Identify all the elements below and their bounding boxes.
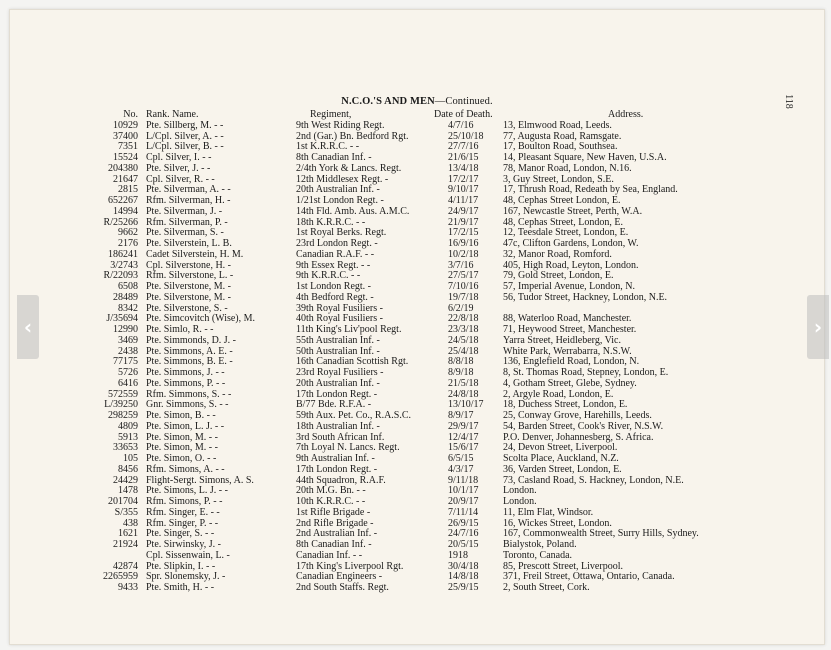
cell-regiment: 20th Australian Inf. -	[296, 184, 380, 196]
chevron-left-icon: ‹	[23, 315, 33, 339]
next-page-button[interactable]	[807, 295, 829, 359]
cell-address: Bialystok, Poland.	[503, 539, 577, 550]
cell-rank-name: L/Cpl. Silver, B. - -	[146, 141, 224, 153]
cell-rank-name: Pte. Silverman, J. -	[146, 205, 223, 217]
cell-rank-name: Pte. Simon, M. - -	[146, 431, 218, 443]
cell-date-of-death: 27/7/16	[448, 141, 479, 153]
table-row	[98, 250, 798, 261]
cell-number: 186241	[108, 248, 138, 260]
cell-number: 6508	[118, 281, 138, 292]
cell-number: 1478	[118, 485, 138, 497]
cell-number: 5726	[118, 367, 138, 378]
cell-address: Toronto, Canada.	[503, 549, 573, 561]
cell-regiment: Canadian R.A.F. - -	[296, 248, 375, 260]
cell-number: 2265959	[103, 571, 138, 583]
cell-number: 42874	[113, 560, 138, 572]
cell-rank-name: Pte. Silverman, A. - -	[146, 184, 231, 196]
cell-rank-name: Pte. Simmons, A. E. -	[146, 345, 233, 357]
cell-date-of-death: 27/5/17	[448, 270, 479, 282]
cell-number: 10929	[113, 119, 138, 131]
cell-regiment: 11th King's Liv'pool Regt.	[296, 324, 402, 335]
cell-number: 9433	[118, 582, 138, 593]
cell-address: 2, South Street, Cork.	[503, 582, 590, 593]
cell-number: 298259	[108, 410, 138, 421]
table-row	[98, 293, 798, 304]
cell-date-of-death: 14/8/18	[448, 571, 479, 583]
cell-rank-name: Rfm. Silverman, H. -	[146, 195, 231, 206]
cell-regiment: 9th Essex Regt. - -	[296, 259, 371, 271]
cell-date-of-death: 30/4/18	[448, 560, 479, 572]
table-row	[98, 121, 798, 132]
cell-rank-name: Pte. Silverstone, S. -	[146, 302, 228, 314]
cell-date-of-death: 10/1/17	[448, 485, 479, 497]
cell-date-of-death: 3/7/16	[448, 259, 474, 271]
cell-address: 57, Imperial Avenue, London, N.	[503, 281, 636, 292]
cell-date-of-death: 4/7/16	[448, 119, 474, 131]
page-heading	[10, 96, 824, 107]
cell-number: 8456	[118, 463, 138, 475]
cell-address: 405, High Road, Leyton, London.	[503, 259, 639, 271]
cell-date-of-death: 16/9/16	[448, 238, 479, 249]
cell-number: 105	[123, 453, 138, 464]
cell-regiment: 23rd London Regt. -	[296, 238, 378, 249]
cell-rank-name: Pte. Singer, S. - -	[146, 528, 215, 540]
cell-address: 48, Cephas Street London, E.	[503, 195, 621, 206]
cell-rank-name: Pte. Simmons, P. - -	[146, 377, 226, 389]
cell-address: 25, Conway Grove, Harehills, Leeds.	[503, 410, 652, 421]
table-row	[98, 465, 798, 476]
cell-date-of-death: 13/10/17	[448, 399, 484, 411]
cell-address: 136, Englefield Road, London, N.	[503, 356, 640, 368]
cell-number: 4809	[118, 420, 138, 432]
cell-number: L/39250	[104, 399, 138, 411]
cell-date-of-death: 8/9/17	[448, 410, 474, 421]
cell-date-of-death: 25/4/18	[448, 345, 479, 357]
cell-rank-name: Pte. Silverman, S. -	[146, 227, 224, 239]
cell-address: 17, Boulton Road, Southsea.	[503, 141, 618, 153]
cell-address: London.	[503, 485, 537, 497]
cell-number: R/22093	[103, 270, 138, 282]
cell-regiment: 16th Canadian Scottish Rgt.	[296, 356, 409, 368]
cell-number: 8342	[118, 302, 138, 314]
cell-rank-name: Rfm. Simons, A. - -	[146, 463, 225, 475]
cell-address: 12, Teesdale Street, London, E.	[503, 227, 629, 239]
cell-date-of-death: 12/4/17	[448, 431, 479, 443]
cell-regiment: 40th Royal Fusiliers -	[296, 313, 383, 325]
cell-rank-name: Pte. Simon, L. J. - -	[146, 420, 225, 432]
cell-regiment: 18th Australian Inf. -	[296, 420, 380, 432]
cell-date-of-death: 24/5/18	[448, 334, 479, 346]
cell-rank-name: Pte. Sillberg, M. - -	[146, 119, 224, 131]
cell-rank-name: Pte. Silverstone, M. -	[146, 281, 231, 292]
cell-regiment: 59th Aux. Pet. Co., R.A.S.C.	[296, 410, 412, 421]
cell-regiment: B/77 Bde. R.F.A. -	[296, 399, 372, 411]
cell-number: J/35694	[106, 313, 138, 325]
cell-date-of-death: 20/9/17	[448, 496, 479, 507]
cell-number: 14994	[113, 205, 138, 217]
cell-date-of-death: 21/5/18	[448, 377, 479, 389]
cell-date-of-death: 21/9/17	[448, 216, 479, 228]
cell-rank-name: L/Cpl. Silver, A. - -	[146, 130, 224, 142]
cell-address: 11, Elm Flat, Windsor.	[503, 506, 594, 518]
cell-address: 77, Augusta Road, Ramsgate.	[503, 130, 622, 142]
cell-address: 16, Wickes Street, London.	[503, 517, 612, 529]
cell-address: 71, Heywood Street, Manchester.	[503, 324, 637, 335]
cell-date-of-death: 4/3/17	[448, 463, 474, 475]
cell-regiment: 17th London Regt. -	[296, 388, 378, 400]
cell-rank-name: Pte. Simmons, J. - -	[146, 367, 225, 378]
cell-date-of-death: 9/10/17	[448, 184, 479, 196]
cell-regiment: 1st Rifle Brigade -	[296, 506, 371, 518]
cell-number: 12990	[113, 324, 138, 335]
cell-address: 56, Tudor Street, Hackney, London, N.E.	[503, 291, 668, 303]
cell-number: 204380	[108, 162, 138, 174]
cell-address: 36, Varden Street, London, E.	[503, 463, 622, 475]
cell-number: 24429	[113, 474, 138, 486]
cell-regiment: 2nd Rifle Brigade -	[296, 517, 374, 529]
table-row	[98, 422, 798, 433]
cell-rank-name: Cadet Silverstein, H. M.	[146, 248, 244, 260]
cell-address: White Park, Werrabarra, N.S.W.	[503, 345, 632, 357]
cell-regiment: 14th Fld. Amb. Aus. A.M.C.	[296, 205, 410, 217]
cell-regiment: 20th M.G. Bn. - -	[296, 485, 366, 497]
cell-date-of-death: 7/10/16	[448, 281, 479, 292]
cell-address: 48, Cephas Street, London, E.	[503, 216, 623, 228]
cell-address: 73, Casland Road, S. Hackney, London, N.E.	[503, 474, 684, 486]
column-header-rank-name: Rank. Name.	[146, 109, 199, 120]
cell-rank-name: Cpl. Silver, R. - -	[146, 173, 215, 185]
cell-address: 32, Manor Road, Romford.	[503, 248, 612, 260]
column-header-date: Date of Death.	[434, 109, 493, 120]
cell-rank-name: Pte. Simcovitch (Wise), M.	[146, 313, 256, 325]
cell-regiment: 2nd South Staffs. Regt.	[296, 582, 389, 593]
cell-number: 15524	[113, 152, 138, 163]
cell-date-of-death: 20/5/15	[448, 539, 479, 550]
heading-title: N.C.O.'S AND MEN	[341, 96, 435, 107]
cell-rank-name: Gnr. Simmons, S. - -	[146, 399, 229, 411]
cell-number: 9662	[118, 227, 138, 239]
cell-rank-name: Pte. Silver, J. - -	[146, 162, 211, 174]
cell-address: 14, Pleasant Square, New Haven, U.S.A.	[503, 152, 667, 163]
cell-rank-name: Rfm. Silverman, P. -	[146, 216, 228, 228]
cell-number: 438	[123, 517, 138, 529]
cell-address: Scolta Place, Auckland, N.Z.	[503, 453, 619, 464]
cell-number: S/355	[114, 506, 138, 518]
cell-regiment: 8th Canadian Inf. -	[296, 539, 372, 550]
table-row	[98, 336, 798, 347]
cell-address: 4, Gotham Street, Glebe, Sydney.	[503, 377, 637, 389]
cell-date-of-death: 24/7/16	[448, 528, 479, 540]
cell-number: 2176	[118, 238, 138, 249]
cell-rank-name: Spr. Slonemsky, J. -	[146, 571, 226, 583]
cell-rank-name: Pte. Silverstone, M. -	[146, 291, 231, 303]
cell-rank-name: Pte. Simlo, R. - -	[146, 324, 214, 335]
cell-rank-name: Cpl. Silverstone, H. -	[146, 259, 231, 271]
cell-number: 652267	[108, 195, 138, 206]
cell-number: 6416	[118, 377, 138, 389]
cell-date-of-death: 25/10/18	[448, 130, 484, 142]
cell-number: 21924	[113, 539, 138, 550]
cell-rank-name: Rfm. Simmons, S. - -	[146, 388, 232, 400]
cell-date-of-death: 25/9/15	[448, 582, 479, 593]
cell-address: 17, Thrush Road, Redeath by Sea, England.	[503, 184, 678, 196]
cell-address: 24, Devon Street, Liverpool.	[503, 442, 618, 454]
cell-rank-name: Pte. Simmons, B. E. -	[146, 356, 233, 368]
cell-address: London.	[503, 496, 537, 507]
cell-rank-name: Rfm. Singer, E. - -	[146, 506, 220, 518]
cell-number: 201704	[108, 496, 138, 507]
cell-date-of-death: 10/2/18	[448, 248, 479, 260]
table-row	[98, 583, 798, 594]
cell-date-of-death: 21/6/15	[448, 152, 479, 163]
cell-date-of-death: 9/11/18	[448, 474, 479, 486]
cell-number: 1621	[118, 528, 138, 540]
cell-regiment: 4th Bedford Regt. -	[296, 291, 374, 303]
cell-date-of-death: 23/3/18	[448, 324, 479, 335]
cell-regiment: 1st K.R.R.C. - -	[296, 141, 360, 153]
cell-date-of-death: 8/9/18	[448, 367, 474, 378]
cell-regiment: 55th Australian Inf. -	[296, 334, 380, 346]
cell-address: 167, Commonwealth Street, Surry Hills, Sydney.	[503, 528, 699, 540]
cell-regiment: 1/21st London Regt. -	[296, 195, 384, 206]
cell-date-of-death: 7/11/14	[448, 506, 479, 518]
cell-number: 2815	[118, 184, 138, 196]
cell-rank-name: Flight-Sergt. Simons, A. S.	[146, 474, 254, 486]
cell-rank-name: Cpl. Silver, I. - -	[146, 152, 212, 163]
cell-date-of-death: 22/8/18	[448, 313, 479, 325]
cell-date-of-death: 19/7/18	[448, 291, 479, 303]
previous-page-button[interactable]	[17, 295, 39, 359]
cell-regiment: 8th Canadian Inf. -	[296, 152, 372, 163]
cell-address: 3, Guy Street, London, S.E.	[503, 173, 614, 185]
cell-regiment: 7th Loyal N. Lancs. Regt.	[296, 442, 400, 454]
cell-number: 7351	[118, 141, 138, 153]
cell-address: 2, Argyle Road, London, E.	[503, 388, 614, 400]
heading-suffix: —Continued.	[434, 96, 493, 107]
cell-date-of-death: 13/4/18	[448, 162, 479, 174]
column-header-no: No.	[123, 109, 138, 120]
table-row	[98, 508, 798, 519]
cell-rank-name: Pte. Smith, H. - -	[146, 582, 215, 593]
cell-regiment: Canadian Engineers -	[296, 571, 383, 583]
cell-rank-name: Pte. Simmonds, D. J. -	[146, 334, 237, 346]
scanned-page	[9, 9, 825, 645]
cell-address: 371, Freil Street, Ottawa, Ontario, Canada.	[503, 571, 675, 583]
chevron-right-icon: ›	[813, 315, 823, 339]
cell-address: Yarra Street, Heidleberg, Vic.	[503, 334, 621, 346]
cell-address: 78, Manor Road, London, N.16.	[503, 162, 632, 174]
table-row	[98, 551, 798, 562]
cell-rank-name: Pte. Simon, B. - -	[146, 410, 216, 421]
cell-regiment: 50th Australian Inf. -	[296, 345, 380, 357]
cell-rank-name: Pte. Silverstein, L. B.	[146, 238, 232, 249]
cell-number: 77175	[113, 356, 138, 368]
cell-regiment: 2/4th York & Lancs. Regt.	[296, 162, 402, 174]
cell-date-of-death: 6/2/19	[448, 302, 474, 314]
cell-number: 2438	[118, 345, 138, 357]
cell-address: 85, Prescott Street, Liverpool.	[503, 560, 623, 572]
cell-rank-name: Pte. Simon, M. - -	[146, 442, 218, 454]
cell-regiment: 18th K.R.R.C. - -	[296, 216, 366, 228]
cell-date-of-death: 24/9/17	[448, 205, 479, 217]
cell-date-of-death: 17/2/15	[448, 227, 479, 239]
table-row	[98, 379, 798, 390]
cell-regiment: 17th London Regt. -	[296, 463, 378, 475]
cell-address: 13, Elmwood Road, Leeds.	[503, 119, 612, 131]
column-header-address: Address.	[608, 109, 644, 120]
cell-rank-name: Pte. Simon, O. - -	[146, 453, 217, 464]
cell-address: 18, Duchess Street, London, E.	[503, 399, 628, 411]
cell-regiment: 3rd South African Inf.	[296, 431, 385, 443]
table-row	[98, 164, 798, 175]
cell-regiment: 1st London Regt. -	[296, 281, 371, 292]
cell-regiment: 1st Royal Berks. Regt.	[296, 227, 387, 239]
cell-date-of-death: 6/5/15	[448, 453, 474, 464]
cell-number: 5913	[118, 431, 138, 443]
cell-number: 33653	[113, 442, 138, 454]
cell-regiment: 2nd Australian Inf. -	[296, 528, 378, 540]
cell-regiment: 23rd Royal Fusiliers -	[296, 367, 384, 378]
cell-regiment: 10th K.R.R.C. - -	[296, 496, 366, 507]
cell-address: 167, Newcastle Street, Perth, W.A.	[503, 205, 643, 217]
cell-regiment: 44th Squadron, R.A.F.	[296, 474, 386, 486]
cell-rank-name: Pte. Slipkin, I. - -	[146, 560, 216, 572]
cell-rank-name: Pte. Simons, L. J. - -	[146, 485, 228, 497]
cell-number: 37400	[113, 130, 138, 142]
cell-rank-name: Rfm. Simons, P. - -	[146, 496, 223, 507]
cell-number: 3469	[118, 334, 138, 346]
cell-number: 572559	[108, 388, 138, 400]
cell-regiment: 9th Australian Inf. -	[296, 453, 375, 464]
cell-address: 8, St. Thomas Road, Stepney, London, E.	[503, 367, 669, 378]
cell-regiment: 2nd (Gar.) Bn. Bedford Rgt.	[296, 130, 409, 142]
cell-regiment: 20th Australian Inf. -	[296, 377, 380, 389]
cell-number: 28489	[113, 291, 138, 303]
cell-date-of-death: 8/8/18	[448, 356, 474, 368]
page-number: 118	[783, 94, 795, 109]
cell-regiment: 39th Royal Fusiliers -	[296, 302, 383, 314]
cell-date-of-death: 29/9/17	[448, 420, 479, 432]
cell-date-of-death: 4/11/17	[448, 195, 479, 206]
cell-address: 54, Barden Street, Cook's River, N.S.W.	[503, 420, 664, 432]
cell-regiment: 12th Middlesex Regt. -	[296, 173, 389, 185]
cell-address: P.O. Denver, Johannesberg, S. Africa.	[503, 431, 654, 443]
cell-date-of-death: 15/6/17	[448, 442, 479, 454]
cell-regiment: 17th King's Liverpool Rgt.	[296, 560, 404, 572]
cell-date-of-death: 24/8/18	[448, 388, 479, 400]
cell-address: 47c, Clifton Gardens, London, W.	[503, 238, 639, 249]
cell-date-of-death: 17/2/17	[448, 173, 479, 185]
cell-regiment: Canadian Inf. - -	[296, 549, 363, 561]
table-body	[98, 121, 798, 594]
cell-regiment: 9th K.R.R.C. - -	[296, 270, 361, 282]
cell-regiment: 9th West Riding Regt.	[296, 119, 385, 131]
cell-rank-name: Rfm. Silverstone, L. -	[146, 270, 234, 282]
cell-rank-name: Rfm. Singer, P. - -	[146, 517, 219, 529]
cell-number: 21647	[113, 173, 138, 185]
cell-date-of-death: 26/9/15	[448, 517, 479, 529]
cell-rank-name: Cpl. Sissenwain, L. -	[146, 549, 230, 561]
cell-number: R/25266	[103, 216, 138, 228]
cell-date-of-death: 1918	[448, 549, 468, 561]
table-row	[98, 207, 798, 218]
cell-address: 79, Gold Street, London, E.	[503, 270, 614, 282]
column-header-regiment: Regiment,	[310, 109, 352, 120]
cell-number: 3/2743	[110, 259, 138, 271]
cell-rank-name: Pte. Sirwinsky, J. -	[146, 539, 221, 550]
cell-address: 88, Waterloo Road, Manchester.	[503, 313, 632, 325]
roll-of-honour-table	[98, 110, 798, 594]
